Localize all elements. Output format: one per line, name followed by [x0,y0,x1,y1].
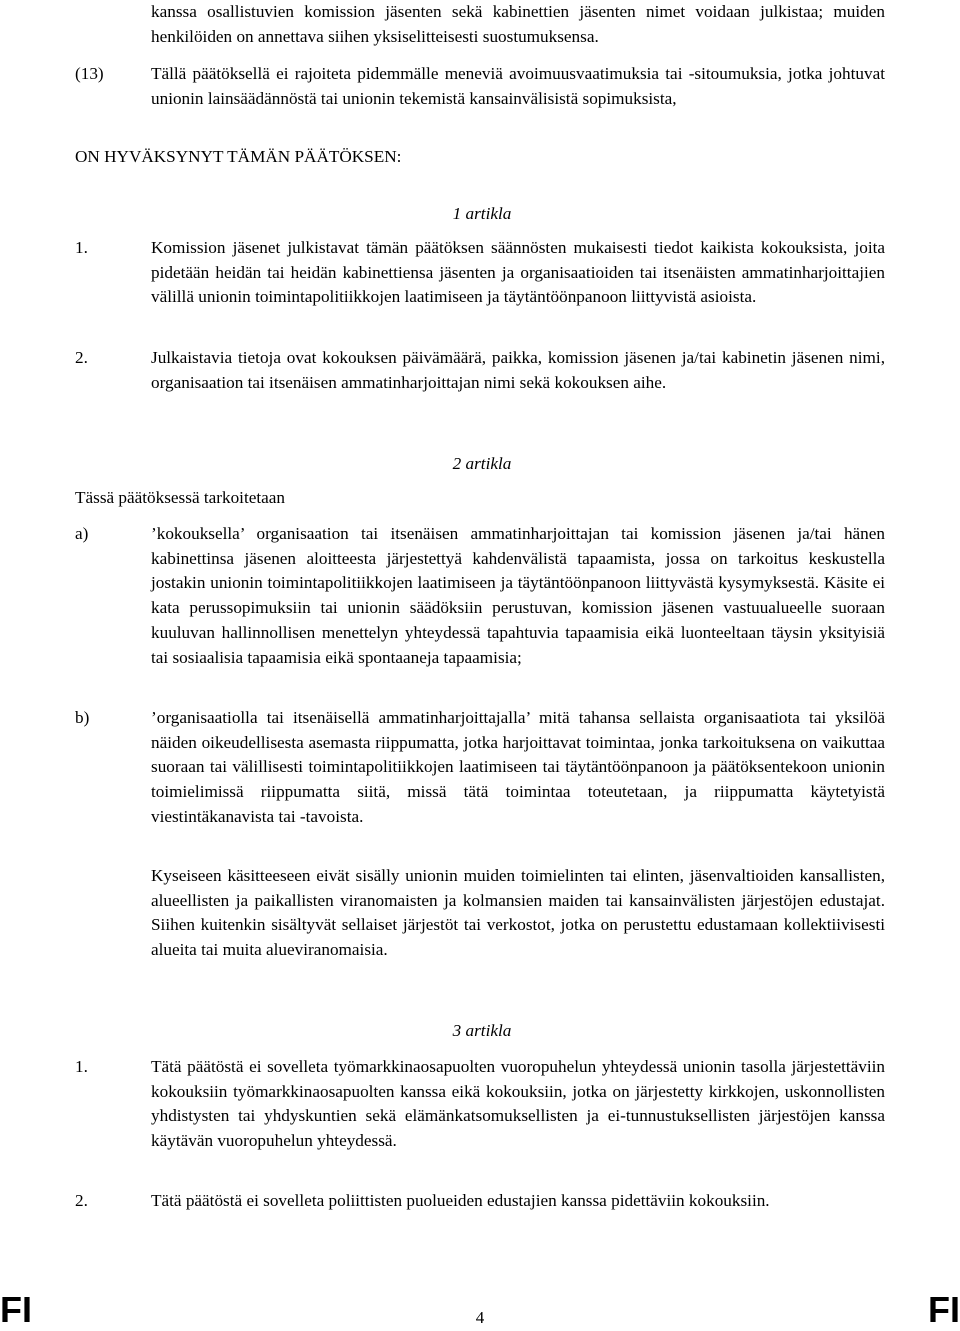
definition-b-text: ’organisaatiolla tai itsenäisellä ammatinharjoittajalla’ mitä tahansa sellaista organisaatiota tai yksilöä näiden oikeudellisesta asemasta riippumatta, jotka harjoittavat toimintaa, jonka tarkoituksena on vaikuttaa suoraan tai välillisesti toimintapolitiikkojen laatimiseen tai täytäntöönpanoon ja päätöksentekoon unionin toimielimissä riippumatta siitä, missä tätä toimintaa toteutetaan, ja riippumatta käytetyistä viestintäkanavista tai -tavoista. [151,708,885,826]
article-3-heading: 3 artikla [452,1021,512,1040]
article-1-para-1-number: 1. [75,238,88,257]
page-number: 4 [475,1308,485,1327]
article-1-para-2-number: 2. [75,348,88,367]
definition-a-label: a) [75,524,89,543]
article-3-para-1-number: 1. [75,1057,88,1076]
article-1-para-2: Julkaistavia tietoja ovat kokouksen päivämäärä, paikka, komission jäsenen ja/tai kabinetin jäsenen nimi, organisaation tai itsenäisen ammatinharjoittajan nimi sekä kokouksen aihe. [151,348,885,392]
definition-b-text-2: Kyseiseen käsitteeseen eivät sisälly unionin muiden toimielinten tai elinten, jäsenvaltioiden kansallisten, alueellisten ja paikallisten viranomaisten ja kolmansien maiden tai kansainvälisten järjestöjen edustajat. Siihen kuitenkin sisältyvät sellaiset järjestöt tai verkostot, jotka on perustettu edustamaan kollektiivisesti alueita tai muita alueviranomaisia. [151,866,885,960]
article-1-heading: 1 artikla [452,204,512,223]
footer-language-right: FI [928,1289,960,1330]
article-1-para-1: Komission jäsenet julkistavat tämän päätöksen säännösten mukaisesti tiedot kaikista kokouksista, joita pidetään heidän tai heidän kabinettiensa jäsenten ja organisaatioiden tai itsenäisten ammatinharjoittajien välillä unionin toimintapolitiikkojen laatimiseen ja täytäntöönpanoon liittyvistä asioista. [151,238,885,307]
recital-text: Tällä päätöksellä ei rajoiteta pidemmälle meneviä avoimuusvaatimuksia tai -sitoumuksia, jotka johtuvat unionin lainsäädännöstä tai unionin tekemistä kansainvälisistä sopimuksista, [151,64,885,108]
definition-b-label: b) [75,708,90,727]
definition-a-text: ’kokouksella’ organisaation tai itsenäisen ammatinharjoittajan tai komission jäsenen ja/tai hänen kabinettinsa jäsenen aloitteesta järjestettyä kahdenvälistä tapaamista, jossa on tarkoitus keskustella jostakin unionin toimintapolitiikkojen laatimiseen ja täytäntöönpanoon liittyvästä kysymyksestä. Käsite ei kata perussopimuksiin tai unionin säädöksiin perustuvan, komission jäsenen vastuualueelle suoraan kuuluvan hallinnollisen menettelyn yhteydessä tapahtuvia tapaamisia eikä luonteeltaan täysin yksityisiä tai sosiaalisia tapaamisia eikä spontaaneja tapaamisia; [151,524,885,667]
article-3-para-2: Tätä päätöstä ei sovelleta poliittisten puolueiden edustajien kanssa pidettäviin kokouksiin. [151,1191,770,1210]
article-3-para-1: Tätä päätöstä ei sovelleta työmarkkinaosapuolten vuoropuhelun yhteydessä unionin tasolla järjestettäviin kokouksiin työmarkkinaosapuolten kanssa eikä kokouksiin, jotka on järjestetty kirkkojen, uskonnollisten yhdistysten tai yhdyskuntien sekä elämänkatsomuksellisten ja ei-tunnustuksellisten järjestöjen kanssa käytävän vuoropuhelun yhteydessä. [151,1057,885,1151]
article-2-intro: Tässä päätöksessä tarkoitetaan [75,488,285,507]
intro-paragraph-tail: kanssa osallistuvien komission jäsenten sekä kabinettien jäsenten nimet voidaan julkistaa; muiden henkilöiden on annettava siihen yksiselitteisesti suostumuksensa. [151,2,885,46]
article-3-para-2-number: 2. [75,1191,88,1210]
article-2-heading: 2 artikla [452,454,512,473]
footer-language-left: FI [0,1289,32,1330]
recital-number: (13) [75,64,104,83]
adoption-formula: ON HYVÄKSYNYT TÄMÄN PÄÄTÖKSEN: [75,147,402,166]
